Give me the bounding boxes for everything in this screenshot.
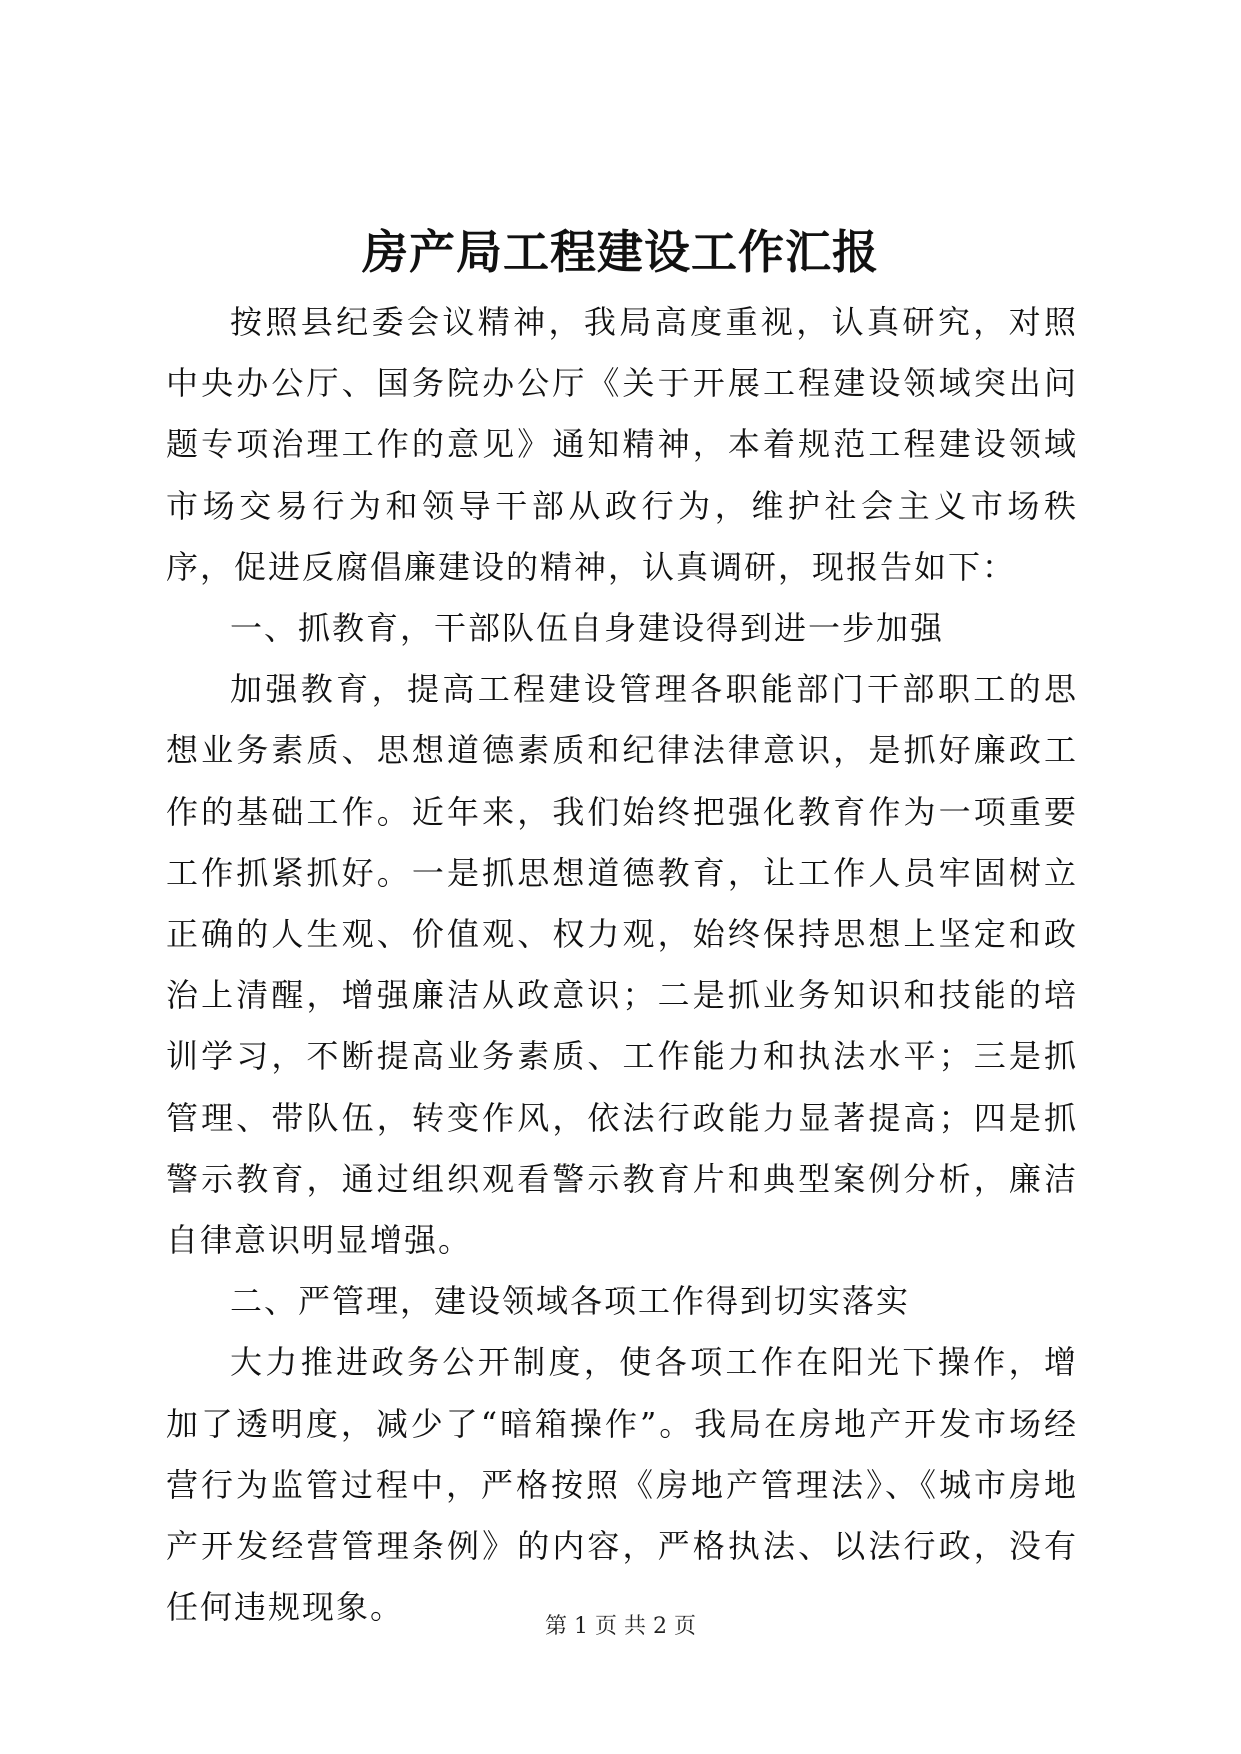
page-footer	[0, 1612, 1241, 1642]
document-body	[166, 292, 1078, 1638]
paragraph-education: 加强教育，提高工程建设管理各职能部门干部职工的思想业务素质、思想道德素质和纪律法律意识，是抓好廉政工作的基础工作。近年来，我们始终把强化教育作为一项重要工作抓紧抓好。一是抓思想道德教育，让工作人员牢固树立正确的人生观、价值观、权力观，始终保持思想上坚定和政治上清醒，增强廉洁从政意识；二是抓业务知识和技能的培训学习，不断提高业务素质、工作能力和执法水平；三是抓管理、带队伍，转变作风，依法行政能力显著提高；四是抓警示教育，通过组织观看警示教育片和典型案例分析，廉洁自律意识明显增强。	[166, 670, 1078, 1260]
document-title: 房产局工程建设工作汇报	[362, 225, 879, 279]
page-number: 第 1 页 共 2 页	[545, 1614, 696, 1639]
section-heading-2: 二、严管理，建设领域各项工作得到切实落实	[230, 1282, 911, 1321]
paragraph-intro: 按照县纪委会议精神，我局高度重视，认真研究，对照中央办公厅、国务院办公厅《关于开展工程建设领域突出问题专项治理工作的意见》通知精神，本着规范工程建设领域市场交易行为和领导干部从政行为，维护社会主义市场秩序，促进反腐倡廉建设的精神，认真调研，现报告如下：	[166, 303, 1078, 586]
section-heading-1: 一、抓教育，干部队伍自身建设得到进一步加强	[230, 609, 945, 648]
paragraph-management: 大力推进政务公开制度，使各项工作在阳光下操作，增加了透明度，减少了“暗箱操作”。我局在房地产开发市场经营行为监管过程中，严格按照《房地产管理法》、《城市房地产开发经营管理条例》的内容，严格执法、以法行政，没有任何违规现象。	[166, 1343, 1078, 1627]
